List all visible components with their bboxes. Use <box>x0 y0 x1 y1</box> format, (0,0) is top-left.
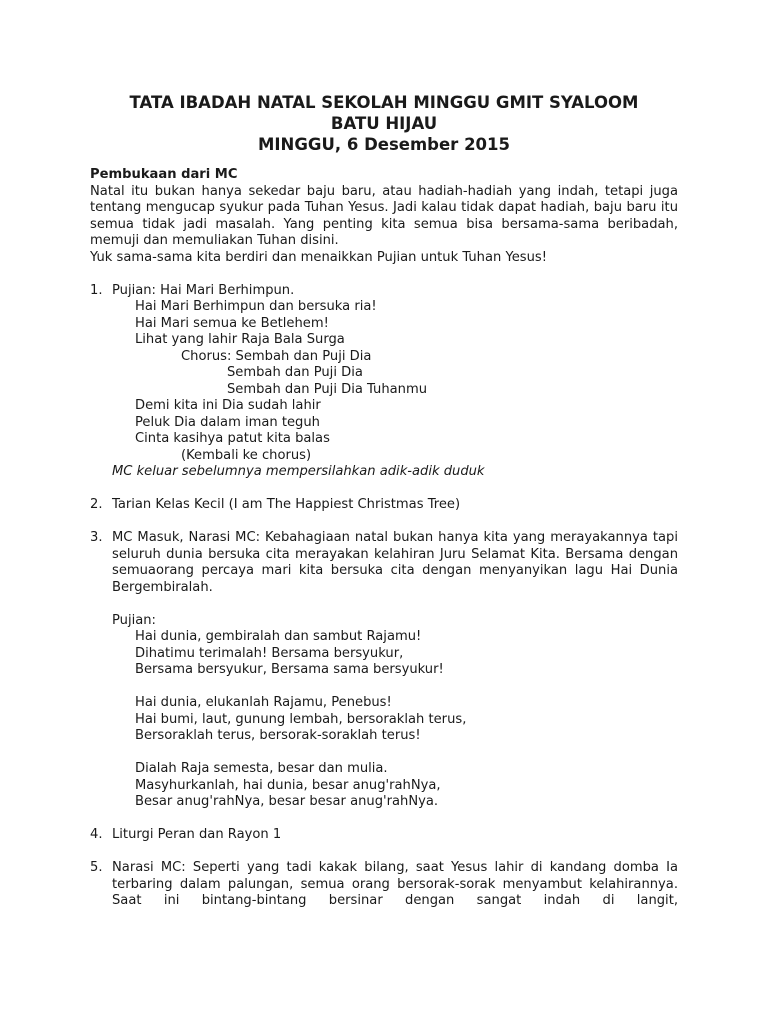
lyric-line: Hai Mari semua ke Betlehem! <box>135 315 329 331</box>
item-title: Pujian: Hai Mari Berhimpun. <box>112 282 295 298</box>
title-line-1: TATA IBADAH NATAL SEKOLAH MINGGU GMIT SYALOOM <box>129 93 639 112</box>
opening-paragraph: Natal itu bukan hanya sekedar baju baru, atau hadiah-hadiah yang indah, tetapi juga tentang mengucap syukur pada Tuhan Yesus. Jadi kalau tidak dapat hadiah, baju baru itu semua tidak jadi masalah. Yang penting kita semua bisa bersama-sama beribadah, memuji dan memuliakan Tuhan disini. <box>90 183 678 248</box>
program-item-2 <box>90 497 678 514</box>
program-item-1 <box>90 283 678 481</box>
item-number: 2. <box>90 497 103 512</box>
item-number: 3. <box>90 530 103 545</box>
item-title: Tarian Kelas Kecil (I am The Happiest Christmas Tree) <box>112 497 461 512</box>
mc-note: MC keluar sebelumnya mempersilahkan adik-adik duduk <box>112 464 485 479</box>
chorus-line: Sembah dan Puji Dia Tuhanmu <box>227 381 428 397</box>
chorus-return: (Kembali ke chorus) <box>181 447 312 463</box>
program-list <box>90 283 678 910</box>
lyric-line: Lihat yang lahir Raja Bala Surga <box>135 332 345 347</box>
pujian-label: Pujian: <box>112 612 156 628</box>
lyric-line: Hai dunia, elukanlah Rajamu, Penebus! <box>135 695 392 710</box>
lyric-line: Dihatimu terimalah! Bersama bersyukur, <box>135 645 404 661</box>
lyric-line: Dialah Raja semesta, besar dan mulia. <box>135 761 388 776</box>
lyric-line: Cinta kasihya patut kita balas <box>135 431 330 446</box>
lyric-line: Bersoraklah terus, bersorak-soraklah terus! <box>135 728 421 743</box>
opening-heading: Pembukaan dari MC <box>90 167 238 182</box>
title-line-3: MINGGU, 6 Desember 2015 <box>258 135 510 154</box>
program-item-5 <box>90 860 678 910</box>
lyric-line: Hai dunia, gembiralah dan sambut Rajamu! <box>135 629 422 644</box>
lyric-line: Besar anug'rahNya, besar besar anug'rahNya. <box>135 794 439 809</box>
chorus-line: Sembah dan Puji Dia <box>227 365 363 380</box>
document-page <box>90 92 678 926</box>
item-number: 1. <box>90 282 103 298</box>
lyric-line: Demi kita ini Dia sudah lahir <box>135 398 321 413</box>
item-narration: MC Masuk, Narasi MC: Kebahagiaan natal bukan hanya kita yang merayakannya tapi seluruh dunia bersuka cita merayakan kelahiran Juru Selamat Kita. Bersama dengan semuaorang percaya mari kita bersuka cita dengan menyanyikan lagu Hai Dunia Bergembiralah. <box>112 530 678 595</box>
stanza-1 <box>112 629 678 679</box>
lyric-line: Bersama bersyukur, Bersama sama bersyukur! <box>135 662 444 677</box>
stanza-3 <box>112 761 678 811</box>
opening-invite: Yuk sama-sama kita berdiri dan menaikkan Pujian untuk Tuhan Yesus! <box>90 249 547 265</box>
lyric-line: Hai Mari Berhimpun dan bersuka ria! <box>135 299 377 314</box>
item-number: 5. <box>90 860 103 875</box>
lyric-line: Hai bumi, laut, gunung lembah, bersoraklah terus, <box>135 711 467 727</box>
chorus-line: Chorus: Sembah dan Puji Dia <box>181 348 372 364</box>
title-line-2: BATU HIJAU <box>330 114 438 133</box>
program-item-4 <box>90 827 678 844</box>
item-narration: Narasi MC: Seperti yang tadi kakak bilang, saat Yesus lahir di kandang domba Ia terbaring dalam palungan, semua orang bersorak-sorak menyambut kelahirannya. Saat ini bintang-bintang bersinar dengan sangat indah di langit, <box>112 860 678 908</box>
item-title: Liturgi Peran dan Rayon 1 <box>112 827 282 842</box>
document-title <box>90 92 678 155</box>
lyric-line: Peluk Dia dalam iman teguh <box>135 414 320 430</box>
program-item-3 <box>90 530 678 811</box>
lyric-line: Masyhurkanlah, hai dunia, besar anug'rahNya, <box>135 777 441 793</box>
item-number: 4. <box>90 827 103 842</box>
stanza-2 <box>112 695 678 745</box>
